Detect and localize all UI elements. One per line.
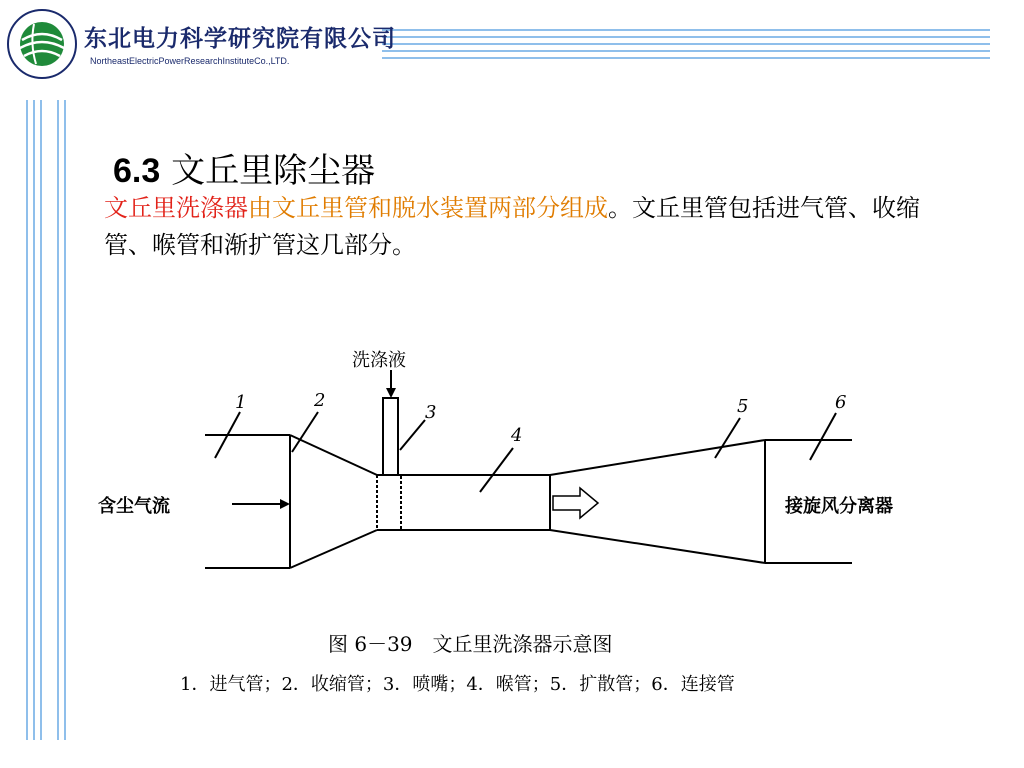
contraction-bottom: [290, 530, 377, 568]
inlet-arrowhead-icon: [280, 499, 290, 509]
body-text: 。文丘里管包括进气管、收缩管、喉管和渐扩管这几部分。: [104, 194, 920, 259]
leader-5: [715, 418, 740, 458]
part-number-1: 1: [235, 392, 247, 413]
contraction-top: [290, 435, 377, 475]
leader-6: [810, 413, 836, 460]
figure-caption: 图 6－39 文丘里洗涤器示意图: [328, 632, 613, 656]
label-wash-liquid: 洗涤液: [352, 350, 406, 371]
figure-parts-legend: 1．进气管；2．收缩管；3．喷嘴；4．喉管；5．扩散管；6．连接管: [180, 674, 735, 695]
part-number-5: 5: [737, 396, 749, 417]
diffuser-bottom: [550, 530, 765, 563]
body-highlight-orange: 由文丘里管和脱水装置两部分组成: [248, 194, 608, 222]
leader-3: [400, 420, 425, 450]
wash-liquid-arrowhead-icon: [386, 388, 396, 398]
company-name-cn: 东北电力科学研究院有限公司: [84, 26, 396, 52]
body-highlight-red: 文丘里洗涤器: [104, 194, 248, 222]
leader-4: [480, 448, 513, 492]
flow-arrow-icon: [553, 488, 598, 518]
label-inlet-gas: 含尘气流: [98, 496, 170, 517]
title-text: 文丘里除尘器: [171, 151, 376, 191]
part-number-4: 4: [511, 425, 523, 446]
nozzle-spray-zone: [377, 475, 401, 530]
part-number-3: 3: [425, 402, 437, 423]
diffuser-top: [550, 440, 765, 475]
part-number-6: 6: [835, 392, 847, 413]
company-name-en: NortheastElectricPowerResearchInstituteCo.,LTD.: [90, 56, 290, 66]
label-to-separator: 接旋风分离器: [785, 496, 893, 517]
part-number-2: 2: [314, 390, 326, 411]
title-number: 6.3: [113, 152, 161, 190]
nozzle: [383, 398, 398, 475]
